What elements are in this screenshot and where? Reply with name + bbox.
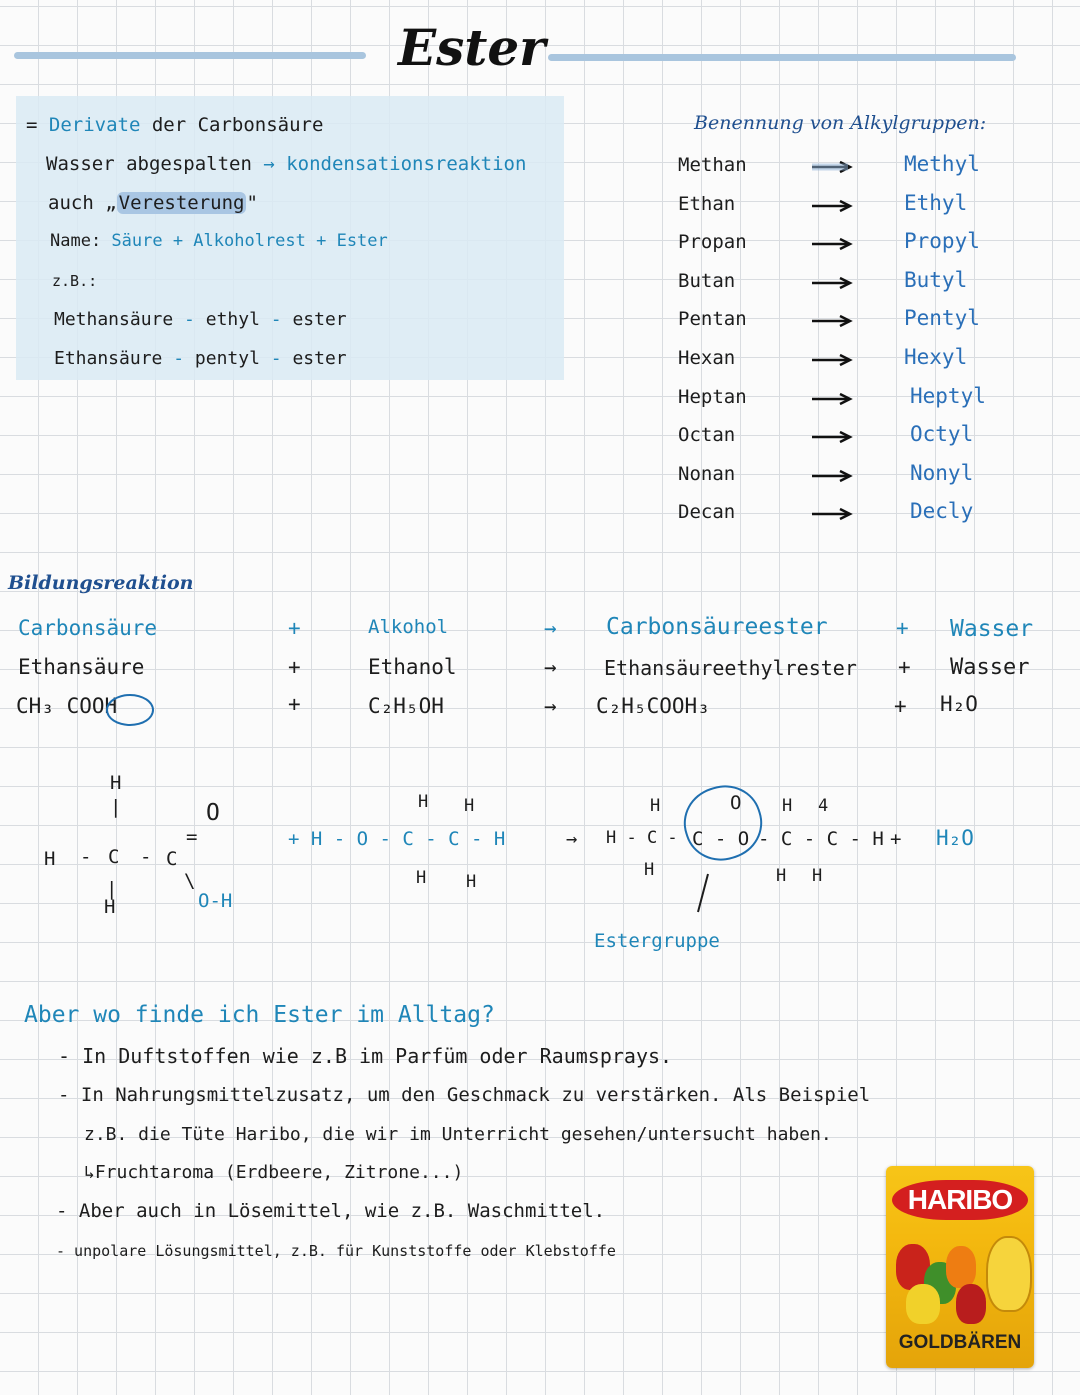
reaction-row-1-c: Carbonsäureester — [606, 614, 828, 640]
ester-h-1: H — [650, 796, 661, 816]
ester-h-2: H — [644, 860, 655, 880]
reaction-row-1-a: Carbonsäure — [18, 616, 158, 640]
acid-bond-bottom: | — [106, 878, 118, 900]
alkyl-row — [0, 461, 1080, 499]
alkane-name: Ethan — [678, 193, 736, 215]
bear-mascot — [986, 1236, 1032, 1312]
alkyl-name: Heptyl — [910, 384, 986, 408]
acid-c1: C — [108, 846, 120, 868]
everyday-bullet-2-sub: ↳Fruchtaroma (Erdbeere, Zitrone...) — [84, 1162, 464, 1183]
acid-h-bottom: H — [104, 896, 116, 918]
ex1-acid: Methansäure — [54, 309, 174, 330]
ex1-ester: ester — [292, 309, 347, 330]
ester-group-circle — [674, 776, 771, 870]
ex2-alkyl: pentyl — [194, 348, 260, 369]
reaction-row-3-d: H₂O — [940, 692, 978, 716]
reaction-row-2-b: Ethanol — [368, 655, 457, 679]
arrow-icon — [810, 507, 850, 521]
alkane-name: Hexan — [678, 347, 736, 369]
reaction-row-1-op2: + — [896, 616, 909, 640]
alcohol-h-top-2: H — [464, 796, 475, 816]
acid-double-bond: = — [186, 826, 198, 848]
arrow-icon — [810, 353, 850, 367]
alkyl-name: Octyl — [910, 422, 974, 446]
alcohol-h-bot-1: H — [416, 868, 427, 888]
acid-bond-top: | — [110, 796, 122, 818]
acid-h-top: H — [110, 772, 122, 794]
acid-h-left: H — [44, 848, 56, 870]
alcohol-h-top-1: H — [418, 792, 429, 812]
ester-left: H - C - — [606, 828, 678, 848]
def-quote: " — [246, 192, 258, 214]
haribo-bag-image — [886, 1166, 1034, 1368]
alkyl-row — [0, 268, 1080, 306]
acid-c2: C — [166, 848, 178, 870]
acid-bond-1: - — [80, 846, 92, 868]
ex1-dash2: - — [259, 309, 293, 330]
alkyl-row — [0, 384, 1080, 422]
everyday-bullet-2-cont: z.B. die Tüte Haribo, die wir im Unterricht gesehen/untersucht haben. — [84, 1124, 832, 1145]
definition-line-5: z.B.: — [52, 272, 98, 290]
definition-line-1 — [26, 114, 323, 136]
ester-plus: + — [890, 828, 902, 850]
def-wasser: Wasser abgespalten — [46, 153, 264, 175]
alkyl-row — [0, 191, 1080, 229]
reaction-row-3-a: CH₃ COOH — [16, 694, 118, 718]
everyday-bullet-3: - Aber auch in Lösemittel, wie z.B. Waschmittel. — [56, 1200, 606, 1222]
ester-right: - C - C - H — [758, 828, 884, 850]
reaction-row-1-b: Alkohol — [368, 616, 449, 638]
alkyl-name: Pentyl — [904, 306, 980, 330]
ex2-dash2: - — [259, 348, 293, 369]
reaction-row-3-op1: + — [288, 692, 301, 716]
ex2-dash1: - — [162, 348, 195, 369]
alkane-name: Methan — [678, 154, 747, 176]
alkyl-row — [0, 152, 1080, 190]
reaction-row-1-op1: + — [288, 616, 301, 640]
alkyl-name: Propyl — [904, 229, 980, 253]
alkyl-name: Decly — [910, 499, 974, 523]
reaction-row-3-c: C₂H₅COOH₃ — [596, 694, 710, 718]
cooh-circle — [106, 694, 154, 726]
alkane-name: Propan — [678, 231, 747, 253]
def-name: Name: — [50, 231, 112, 251]
arrow-icon — [810, 469, 850, 483]
ex1-dash1: - — [173, 309, 206, 330]
haribo-logo: HARIBO — [892, 1180, 1028, 1220]
ester-mid: C - O — [692, 828, 750, 850]
bear-yellow — [906, 1284, 940, 1324]
acid-o-top: O — [206, 800, 220, 826]
alkane-name: Decan — [678, 501, 736, 523]
def-prefix: = — [26, 114, 49, 136]
bear-red-2 — [956, 1284, 986, 1324]
arrow-icon — [810, 314, 850, 328]
everyday-bullet-2: - In Nahrungsmittelzusatz, um den Geschmack zu verstärken. Als Beispiel — [58, 1084, 871, 1106]
ester-arrow: → — [566, 828, 578, 850]
alkyl-name: Butyl — [904, 268, 968, 292]
page-title: Ester — [398, 18, 546, 77]
def-derivate: Derivate — [48, 114, 141, 136]
acid-bond-2: - — [140, 846, 152, 868]
alkyl-name: Ethyl — [904, 191, 968, 215]
ester-water: H₂O — [936, 826, 974, 850]
def-carbonsaeure: der Carbonsäure — [140, 114, 324, 136]
alcohol-formula: + H - O - C - C - H — [288, 828, 506, 850]
alkane-name: Octan — [678, 424, 736, 446]
alkyl-heading: Benennung von Alkylgruppen: — [694, 112, 987, 134]
ex2-acid: Ethansäure — [54, 348, 163, 369]
acid-bond-oh: \ — [184, 870, 196, 892]
arrow-icon — [810, 237, 850, 251]
ester-h-6: H — [812, 866, 823, 886]
alkane-name: Butan — [678, 270, 736, 292]
arrow-icon — [810, 199, 850, 213]
alkyl-row — [0, 229, 1080, 267]
reaction-row-2-op2: + — [898, 655, 911, 679]
reaction-row-1-d: Wasser — [950, 616, 1034, 642]
alkane-name: Heptan — [678, 386, 747, 408]
arrow-icon — [810, 392, 850, 406]
def-veresterung: Veresterung — [118, 192, 245, 214]
ester-group-label: Estergruppe — [594, 930, 720, 952]
reaction-row-3-op2: + — [894, 694, 907, 718]
reaction-row-2-c: Ethansäureethylrester — [604, 656, 857, 680]
formation-heading: Bildungsreaktion — [8, 572, 194, 594]
alkane-name: Nonan — [678, 463, 736, 485]
def-kondensation: → kondensationsreaktion — [263, 153, 527, 175]
ester-h-4: 4 — [818, 796, 829, 816]
reaction-row-3-arrow: → — [544, 694, 557, 718]
arrow-icon — [810, 160, 850, 174]
def-auch: auch „ — [48, 192, 117, 214]
ex1-alkyl: ethyl — [205, 309, 260, 330]
arrow-icon — [810, 276, 850, 290]
alkyl-name: Methyl — [904, 152, 980, 176]
alkyl-row — [0, 306, 1080, 344]
ester-h-5: H — [776, 866, 787, 886]
ester-h-3: H — [782, 796, 793, 816]
alkyl-row — [0, 345, 1080, 383]
reaction-row-2-op1: + — [288, 655, 301, 679]
arrow-icon — [810, 430, 850, 444]
reaction-row-1-arrow: → — [544, 616, 557, 640]
haribo-product-name: GOLDBÄREN — [898, 1332, 1022, 1353]
alcohol-h-bot-2: H — [466, 872, 477, 892]
reaction-row-2-arrow: → — [544, 655, 557, 679]
everyday-bullet-4: - unpolare Lösungsmittel, z.B. für Kunststoffe oder Klebstoffe — [56, 1242, 616, 1260]
alkyl-row — [0, 422, 1080, 460]
reaction-row-3-b: C₂H₅OH — [368, 694, 444, 718]
ester-o: O — [730, 792, 742, 814]
alkyl-name: Nonyl — [910, 461, 974, 485]
def-name-formula: Säure + Alkoholrest + Ester — [111, 231, 388, 251]
reaction-row-2-a: Ethansäure — [18, 655, 145, 679]
bear-orange — [946, 1246, 976, 1288]
alkyl-name: Hexyl — [904, 345, 968, 369]
everyday-bullet-1: - In Duftstoffen wie z.B im Parfüm oder Raumsprays. — [58, 1044, 673, 1068]
ester-group-pointer — [694, 872, 714, 916]
title-bar-left — [14, 52, 366, 59]
everyday-question: Aber wo finde ich Ester im Alltag? — [24, 1002, 495, 1028]
acid-oh: O-H — [198, 890, 233, 912]
title-bar-right — [548, 54, 1016, 61]
ex2-ester: ester — [292, 348, 347, 369]
alkane-name: Pentan — [678, 308, 747, 330]
alkyl-row — [0, 499, 1080, 537]
reaction-row-2-d: Wasser — [950, 655, 1030, 680]
